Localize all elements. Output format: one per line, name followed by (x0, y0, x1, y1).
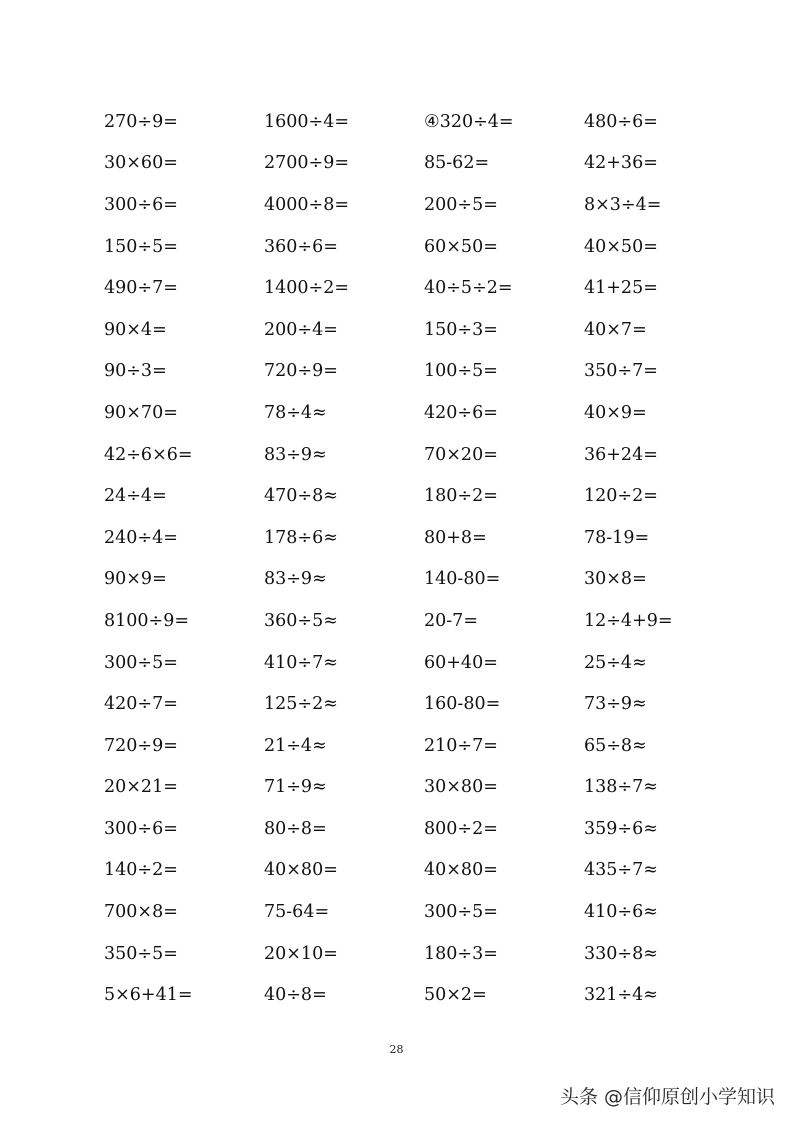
math-problem: 360÷6= (264, 236, 338, 257)
problem-row (104, 434, 744, 476)
math-problem: 470÷8≈ (264, 486, 338, 507)
math-problem: 2700÷9= (264, 153, 349, 174)
math-problem: 8100÷9= (104, 610, 189, 631)
math-problem: 90÷3= (104, 361, 167, 382)
math-problem: 178÷6≈ (264, 527, 338, 548)
math-problem: 78-19= (584, 527, 650, 548)
math-problem: 36+24= (584, 444, 658, 465)
problem-row (104, 184, 744, 226)
math-problem: 700×8= (104, 902, 178, 923)
math-problem: 80+8= (424, 527, 487, 548)
math-problem: 360÷5≈ (264, 610, 338, 631)
problem-row (104, 517, 744, 559)
math-problem: 78÷4≈ (264, 402, 327, 423)
math-problem: 70×20= (424, 444, 498, 465)
math-problem: 270÷9= (104, 111, 178, 132)
problem-row (104, 351, 744, 393)
math-problem: 4000÷8= (264, 194, 349, 215)
math-problem: 300÷6= (104, 194, 178, 215)
math-problem: 40×80= (264, 860, 338, 881)
math-problem: 350÷5= (104, 943, 178, 964)
math-problem: 73÷9≈ (584, 694, 647, 715)
math-problem: 140-80= (424, 569, 501, 590)
math-problem: 300÷6= (104, 818, 178, 839)
math-problem: ④320÷4= (424, 111, 514, 132)
math-problem: 138÷7≈ (584, 777, 658, 798)
problem-row (104, 226, 744, 268)
math-problem: 140÷2= (104, 860, 178, 881)
problem-row (104, 767, 744, 809)
math-problem: 100÷5= (424, 361, 498, 382)
math-problem: 160-80= (424, 694, 501, 715)
problem-row (104, 143, 744, 185)
math-problem: 25÷4≈ (584, 652, 647, 673)
problem-row (104, 808, 744, 850)
math-problem: 40×80= (424, 860, 498, 881)
math-problem: 41+25= (584, 278, 658, 299)
problem-row (104, 392, 744, 434)
math-problem: 40×50= (584, 236, 658, 257)
math-problem: 12÷4+9= (584, 610, 673, 631)
math-problem: 300÷5= (104, 652, 178, 673)
math-problem: 50×2= (424, 985, 487, 1006)
math-problem: 20-7= (424, 610, 478, 631)
math-problem: 150÷3= (424, 319, 498, 340)
math-problem: 8×3÷4= (584, 194, 662, 215)
math-problem: 210÷7= (424, 735, 498, 756)
problem-row (104, 267, 744, 309)
math-problem: 40×7= (584, 319, 647, 340)
math-problem: 5×6+41= (104, 985, 193, 1006)
math-problem: 83÷9≈ (264, 569, 327, 590)
problem-row (104, 101, 744, 143)
math-problem: 65÷8≈ (584, 735, 647, 756)
math-problem: 410÷7≈ (264, 652, 338, 673)
math-problem: 330÷8≈ (584, 943, 658, 964)
math-problem: 90×9= (104, 569, 167, 590)
math-problem: 21÷4≈ (264, 735, 327, 756)
math-problem: 30×80= (424, 777, 498, 798)
problem-row (104, 974, 744, 1016)
math-problem: 40÷5÷2= (424, 278, 513, 299)
math-problem: 60+40= (424, 652, 498, 673)
math-problem: 60×50= (424, 236, 498, 257)
problem-row (104, 559, 744, 601)
problem-row (104, 600, 744, 642)
math-problem: 200÷5= (424, 194, 498, 215)
math-problem: 1600÷4= (264, 111, 349, 132)
math-problem: 420÷7= (104, 694, 178, 715)
math-problem: 420÷6= (424, 402, 498, 423)
math-problem: 150÷5= (104, 236, 178, 257)
math-problem: 90×70= (104, 402, 178, 423)
problem-row (104, 850, 744, 892)
math-problem: 40×9= (584, 402, 647, 423)
math-problem: 1400÷2= (264, 278, 349, 299)
math-problem: 435÷7≈ (584, 860, 658, 881)
problem-row (104, 475, 744, 517)
math-problem: 800÷2= (424, 818, 498, 839)
math-problem: 720÷9= (264, 361, 338, 382)
math-problem: 71÷9≈ (264, 777, 327, 798)
problem-row (104, 725, 744, 767)
math-problem: 321÷4≈ (584, 985, 658, 1006)
math-problem: 75-64= (264, 902, 330, 923)
math-problem: 90×4= (104, 319, 167, 340)
math-problem: 480÷6= (584, 111, 658, 132)
math-problem: 42÷6×6= (104, 444, 193, 465)
problem-row (104, 683, 744, 725)
problem-row (104, 933, 744, 975)
math-problem: 180÷2= (424, 486, 498, 507)
problem-row (104, 642, 744, 684)
math-problem: 125÷2≈ (264, 694, 338, 715)
math-problem: 720÷9= (104, 735, 178, 756)
math-problem: 85-62= (424, 153, 490, 174)
math-problem: 180÷3= (424, 943, 498, 964)
page-number: 28 (389, 1043, 404, 1056)
math-problem: 42+36= (584, 153, 658, 174)
watermark: 头条 @信仰原创小学知识 (559, 1086, 775, 1108)
math-problem: 300÷5= (424, 902, 498, 923)
math-problem: 20×10= (264, 943, 338, 964)
math-problem: 240÷4= (104, 527, 178, 548)
math-problem: 490÷7= (104, 278, 178, 299)
math-problem: 24÷4= (104, 486, 167, 507)
problem-grid (104, 101, 744, 1016)
math-problem: 40÷8= (264, 985, 327, 1006)
math-problem: 120÷2= (584, 486, 658, 507)
math-problem: 350÷7= (584, 361, 658, 382)
math-problem: 200÷4= (264, 319, 338, 340)
problem-row (104, 309, 744, 351)
math-problem: 83÷9≈ (264, 444, 327, 465)
math-problem: 80÷8= (264, 818, 327, 839)
math-problem: 30×8= (584, 569, 647, 590)
math-problem: 359÷6≈ (584, 818, 658, 839)
math-problem: 410÷6≈ (584, 902, 658, 923)
math-problem: 30×60= (104, 153, 178, 174)
problem-row (104, 891, 744, 933)
math-problem: 20×21= (104, 777, 178, 798)
